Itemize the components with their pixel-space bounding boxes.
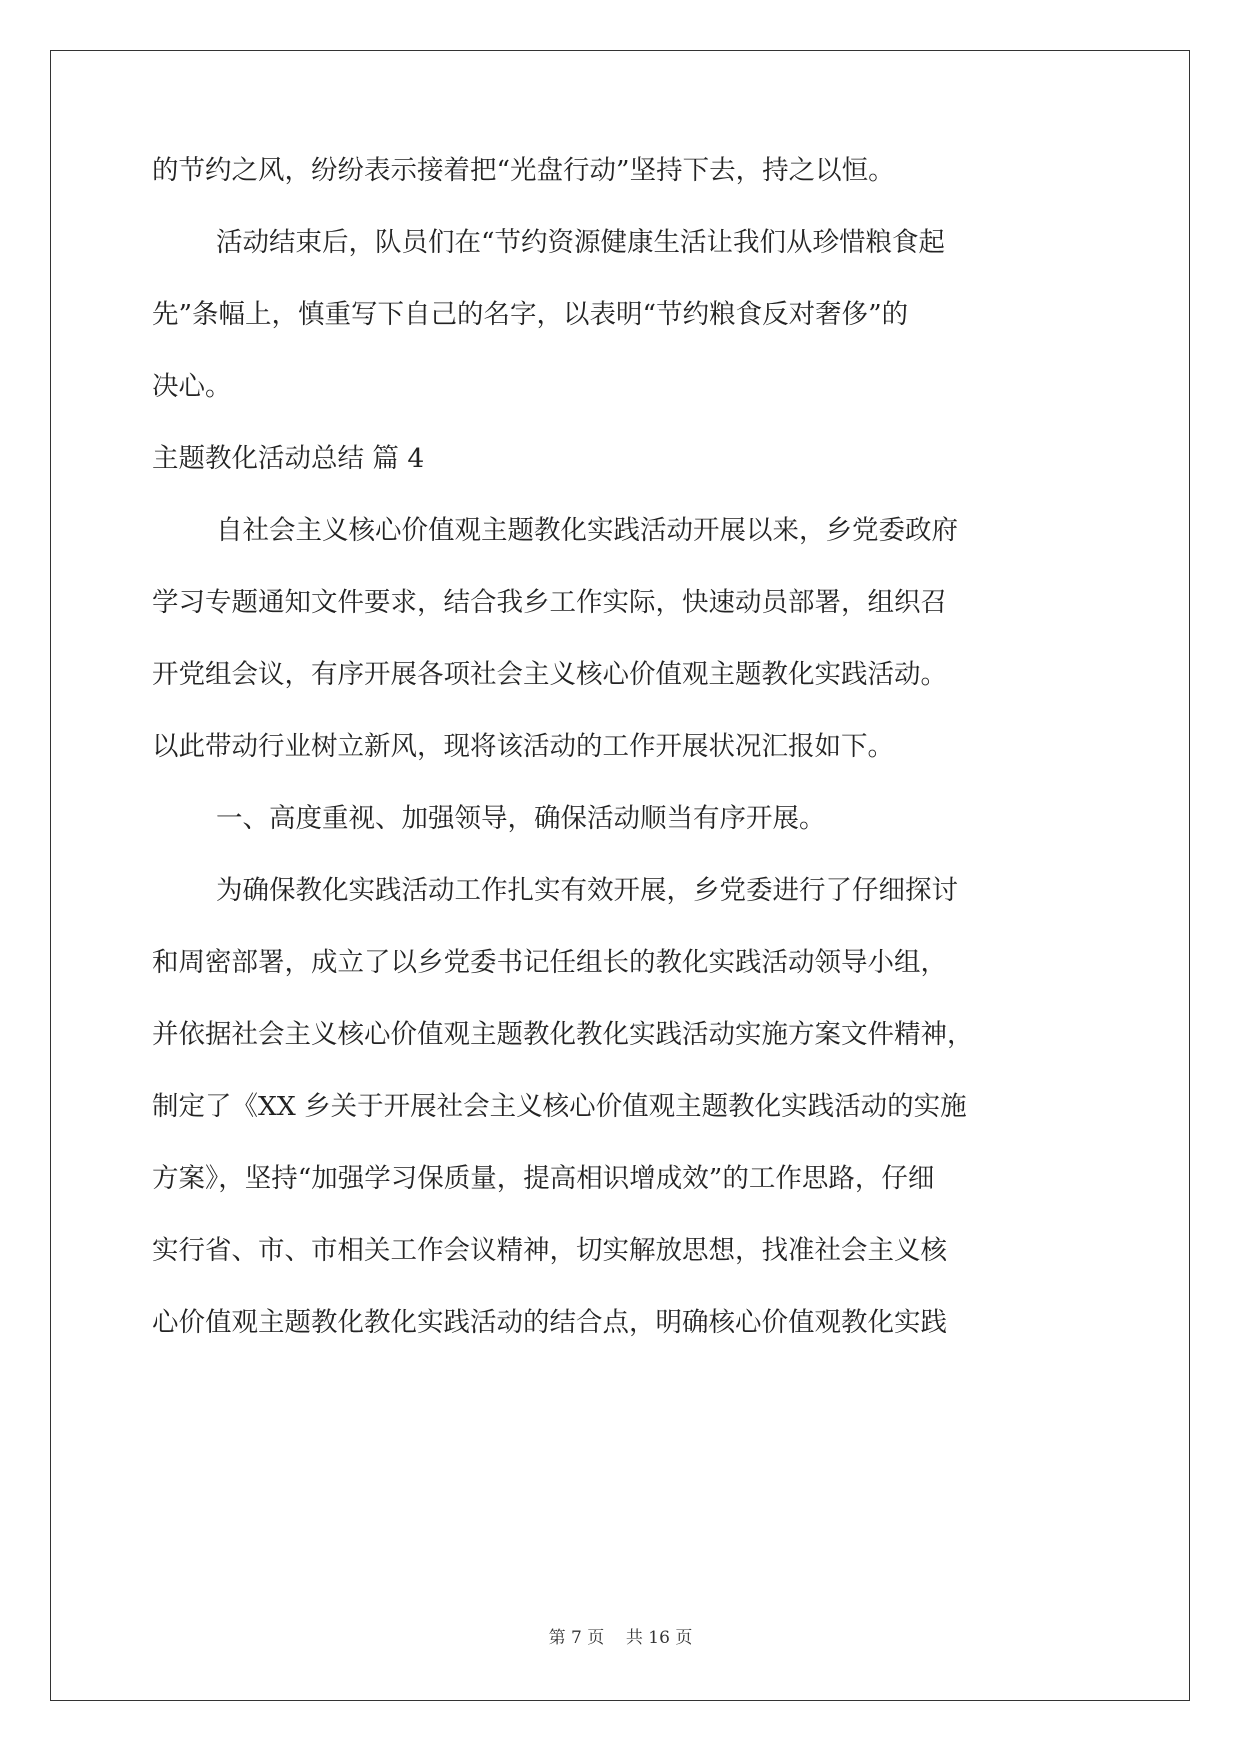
- body-line: 实行省、市、市相关工作会议精神，切实解放思想，找准社会主义核: [152, 1235, 947, 1266]
- body-line: 开党组会议，有序开展各项社会主义核心价值观主题教化实践活动。: [152, 659, 947, 690]
- page-number-footer: 第 7 页 共 16 页: [548, 1628, 693, 1648]
- body-line: 心价值观主题教化教化实践活动的结合点，明确核心价值观教化实践: [152, 1307, 947, 1338]
- body-line: 为确保教化实践活动工作扎实有效开展，乡党委进行了仔细探讨: [216, 875, 958, 906]
- body-line: 决心。: [152, 371, 232, 402]
- body-line: 以此带动行业树立新风，现将该活动的工作开展状况汇报如下。: [152, 731, 894, 762]
- body-line: 先”条幅上，慎重写下自己的名字，以表明“节约粮食反对奢侈”的: [152, 299, 909, 330]
- body-line: 和周密部署，成立了以乡党委书记任组长的教化实践活动领导小组，: [152, 947, 947, 978]
- body-line: 活动结束后，队员们在“节约资源健康生活让我们从珍惜粮食起: [216, 227, 946, 258]
- subsection-heading: 一、高度重视、加强领导，确保活动顺当有序开展。: [216, 803, 826, 834]
- body-line: 制定了《XX 乡关于开展社会主义核心价值观主题教化实践活动的实施: [152, 1091, 967, 1122]
- body-line: 并依据社会主义核心价值观主题教化教化实践活动实施方案文件精神，: [152, 1019, 974, 1050]
- body-line: 的节约之风，纷纷表示接着把“光盘行动”坚持下去，持之以恒。: [152, 155, 895, 186]
- body-line: 方案》，坚持“加强学习保质量，提高相识增成效”的工作思路，仔细: [152, 1163, 935, 1194]
- body-line: 自社会主义核心价值观主题教化实践活动开展以来，乡党委政府: [216, 515, 958, 546]
- section-heading: 主题教化活动总结 篇 4: [152, 443, 425, 474]
- body-line: 学习专题通知文件要求，结合我乡工作实际，快速动员部署，组织召: [152, 587, 947, 618]
